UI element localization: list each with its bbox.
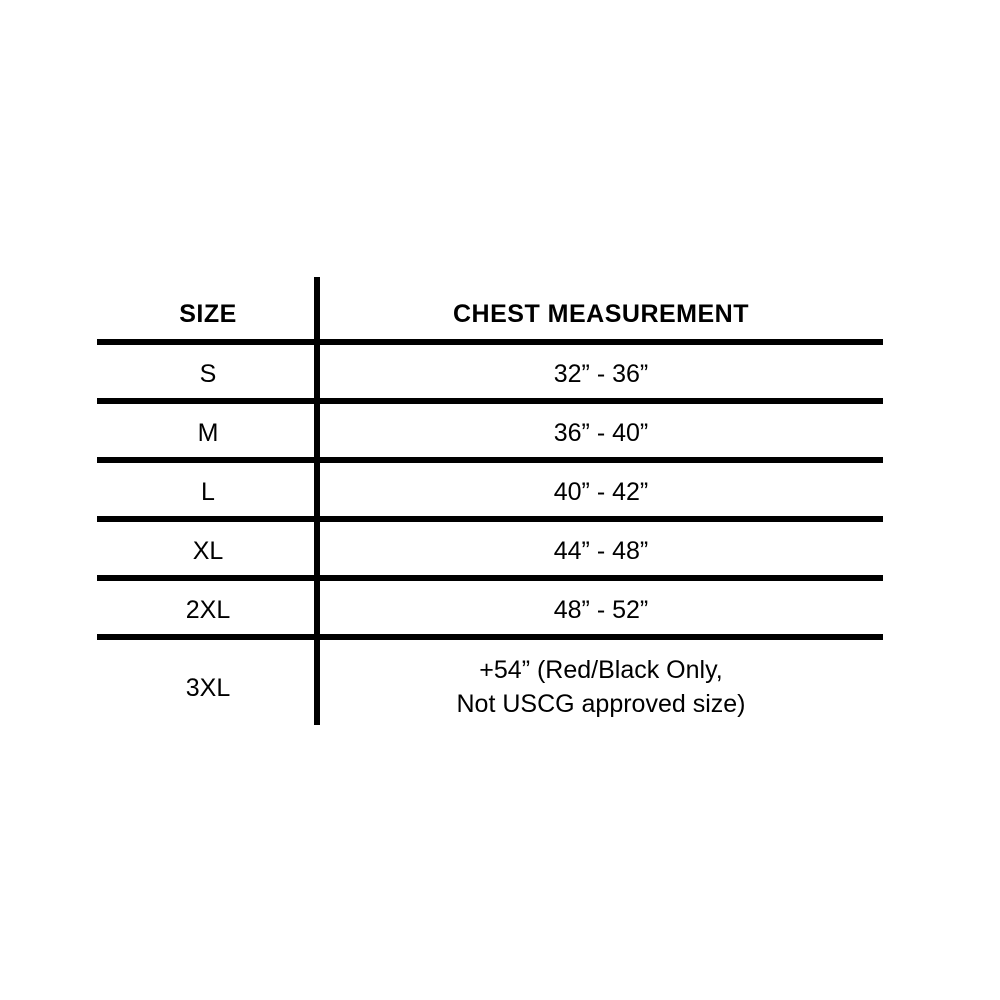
cell-size: S (199, 360, 217, 388)
size-chart-table (97, 283, 883, 736)
cell-chest (319, 654, 883, 722)
cell-size: M (197, 419, 219, 447)
table-row (97, 522, 883, 581)
table-header-row (97, 283, 883, 345)
table-row (97, 404, 883, 463)
column-header-chest: CHEST MEASUREMENT (452, 299, 749, 328)
cell-chest-line-2: Not USCG approved size) (456, 690, 746, 718)
cell-chest: 36” - 40” (553, 419, 649, 447)
cell-size: XL (192, 537, 224, 565)
cell-size: L (201, 478, 215, 506)
cell-chest-line-1: +54” (Red/Black Only, (479, 656, 723, 685)
cell-size: 3XL (185, 673, 231, 702)
table-row (97, 581, 883, 640)
table-row (97, 345, 883, 404)
cell-chest: 32” - 36” (553, 360, 649, 388)
cell-chest: 40” - 42” (553, 478, 649, 506)
table-row (97, 463, 883, 522)
cell-size: 2XL (185, 596, 231, 624)
cell-chest: 48” - 52” (553, 596, 649, 624)
column-header-size: SIZE (179, 299, 237, 328)
table-row (97, 640, 883, 736)
cell-chest: 44” - 48” (553, 537, 649, 565)
